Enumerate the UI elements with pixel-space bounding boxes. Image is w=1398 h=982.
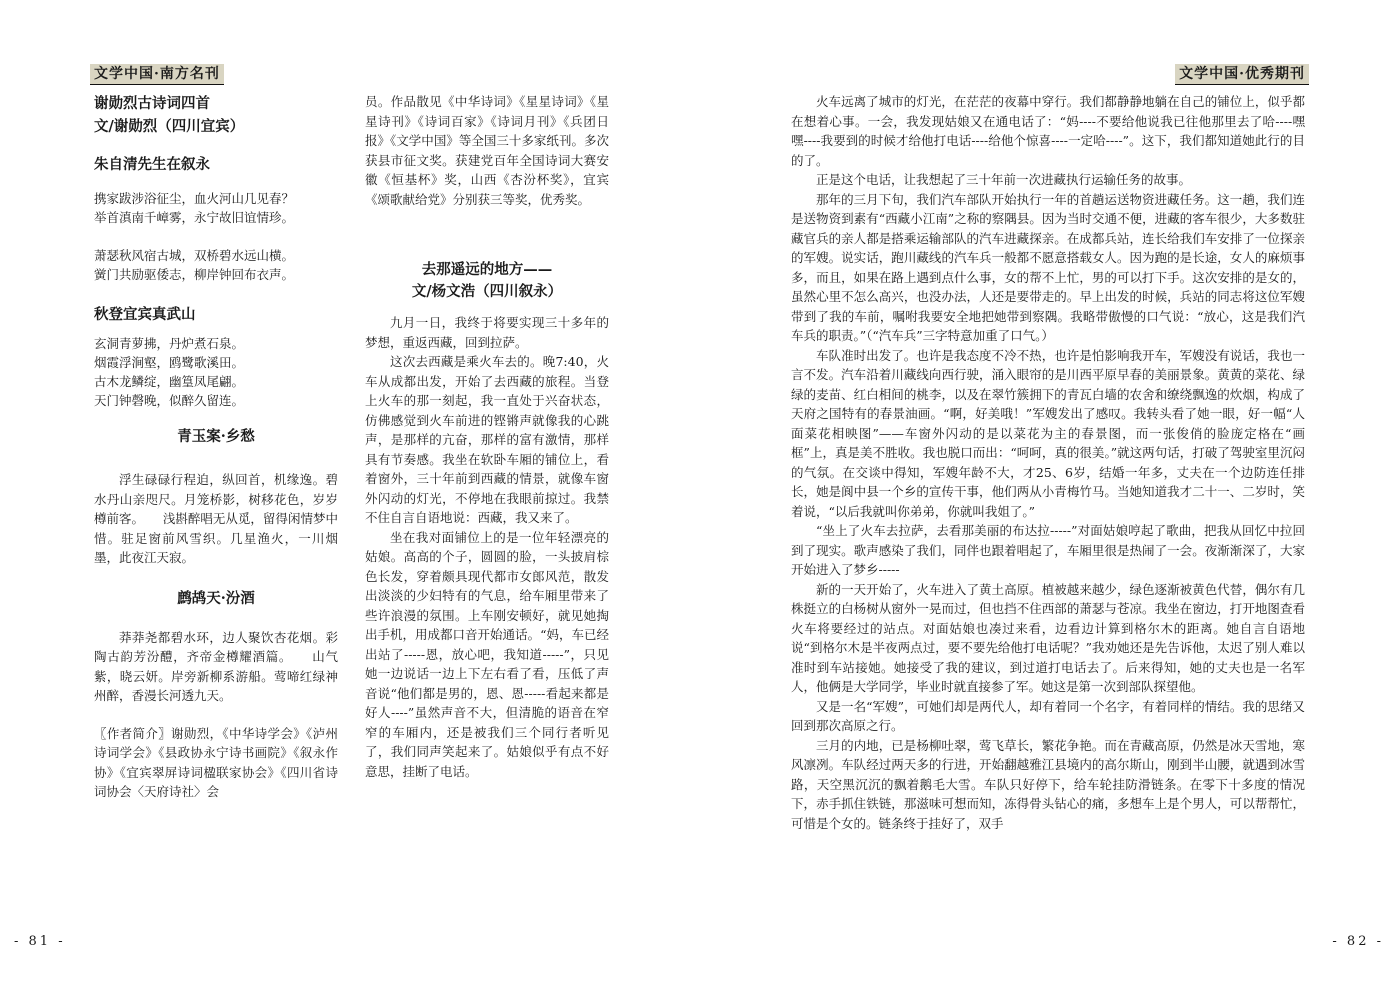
poem2-title: 秋登宜宾真武山 — [94, 305, 196, 323]
right-paragraph-6: 新的一天开始了，火车进入了黄土高原。植被越来越少，绿色逐渐被黄色代替，偶尔有几株挺立的白杨树从窗外一晃而过，但也挡不住西部的萧瑟与苍凉。我坐在窗边，打开地图查看火车将要经过的站点。对面姑娘也凑过来看，边看边计算到格尔木的距离。她自言自语地说“到格尔木是半夜两点过，要不要先给他打电话呢？”我劝她还是先告诉他，太迟了别人难以准时到车站接她。她接受了我的建议，到过道打电话去了。后来得知，她的丈夫也是一名军人，他俩是大学同学，毕业时就直接参了军。她这是第一次到部队探望他。 — [791, 581, 1305, 694]
right-paragraph-3: 那年的三月下旬，我们汽车部队开始执行一年的首趟运送物资进藏任务。这一趟，我们连是送物资到素有“西藏小江南”之称的察隅县。因为当时交通不便，进藏的客车很少，大多数驻藏官兵的亲人都是搭乘运输部队的汽车进藏探亲。在成都兵站，连长给我们车安排了一位探亲的军嫂。说实话，跑川藏线的汽车兵一般都不愿意搭载女人。因为跑的是长途，女人的麻烦事多，而且，如果在路上遇到点什么事，女的帮不上忙，男的可以打下手。这次安排的是女的，虽然心里不怎么高兴，也没办法，人还是要带走的。早上出发的时候，兵站的同志将这位军嫂带到了我的车前，嘱咐我要安全地把她带到察隅。我略带傲慢的口气说：“放心，这是我们汽车兵的职责。”（“汽车兵”三字特意加重了口气。） — [791, 191, 1305, 343]
left-header: 文学中国·南方名刊 — [90, 64, 224, 85]
right-page — [699, 0, 1398, 982]
poem2-line2: 烟霞浮涧壑，鸥鹭歌溪田。 — [94, 355, 245, 370]
poem1-line4: 黉门共励驱倭志，柳岸钟回布衣声。 — [94, 266, 295, 282]
right-page-number: - 82 - — [1332, 934, 1384, 949]
poem3-title: 青玉案·乡愁 — [177, 428, 255, 445]
right-paragraph-1: 火车远离了城市的灯光，在茫茫的夜幕中穿行。我们都静静地躺在自己的铺位上，似乎都在想着心事。一会，我发现姑娘又在通电话了：“妈----不要给他说我已往他那里去了哈----嘿嘿----我要到的时候才给他打电话----给他个惊喜----一定哈----”。这下，我们都知道她此行的目的了。 — [791, 94, 1305, 168]
story-paragraph-1: 九月一日，我终于将要实现三十多年的梦想，重返西藏，回到拉萨。 — [365, 315, 609, 350]
poem1-line3: 萧瑟秋风宿古城，双桥碧水远山横。 — [94, 247, 295, 263]
right-paragraph-5: “坐上了火车去拉萨，去看那美丽的布达拉-----”对面姑娘哼起了歌曲，把我从回忆中拉回到了现实。歌声感染了我们，同伴也跟着唱起了，车厢里很是热闹了一会。夜渐渐深了，大家开始进入了梦乡----- — [791, 523, 1305, 577]
right-column — [791, 92, 1305, 833]
author-bio-part1: 〖作者简介〗谢勋烈，《中华诗学会》《泸州诗词学会》《县政协永宁诗书画院》《叙永作协》《宜宾翠屏诗词楹联家协会》《四川省诗词协会〈天府诗社〉会 — [94, 725, 338, 799]
poem3-body: 浮生碌碌行程迫，纵回首，机缘逸。碧水丹山亲咫尺。月笼桥影，树移花色，岁岁樽前客。 浅斟醉唱无从觅，留得闲情梦中惜。驻足窗前风雪织。几星渔火，一川烟墨，此夜江天寂。 — [94, 472, 338, 565]
right-paragraph-2: 正是这个电话，让我想起了三十年前一次进藏执行运输任务的故事。 — [816, 172, 1192, 187]
author-bio-part2: 员。作品散见《中华诗词》《星星诗词》《星星诗刊》《诗词百家》《诗词月刊》《兵团日报》《文学中国》等全国三十多家纸刊。多次获县市征文奖。获建党百年全国诗词大赛安徽《恒基杯》奖，山西《杏汾杯奖》，宜宾《颂歌献给党》分别获三等奖，优秀奖。 — [365, 94, 609, 207]
poem2-line1: 玄洞青萝拂，丹炉煮石泉。 — [94, 336, 245, 351]
story-title: 去那遥远的地方—— — [421, 261, 553, 278]
right-header: 文学中国·优秀期刊 — [1175, 64, 1309, 85]
poem1-line2: 举首滇南千嶂雾，永宁故旧谊情珍。 — [94, 209, 295, 225]
right-paragraph-8: 三月的内地，已是杨柳吐翠，莺飞草长，繁花争艳。而在青藏高原，仍然是冰天雪地，寒风凛冽。车队经过两天多的行进，开始翻越雅江县境内的高尔斯山，刚到半山腰，就遇到冰雪路，天空黑沉沉的飘着鹅毛大雪。车队只好停下，给车轮挂防滑链条。在零下十多度的情况下，赤手抓住铁链，那滋味可想而知，冻得骨头钻心的痛，多想车上是个男人，可以帮帮忙，可惜是个女的。链条终于挂好了，双手 — [791, 737, 1305, 831]
poem1-line1: 携家跋涉浴征尘，血火河山几见春？ — [94, 190, 295, 206]
right-paragraph-7: 又是一名“军嫂”，可她们却是两代人，却有着同一个名字，有着同样的情结。我的思绪又回到那次高原之行。 — [791, 698, 1305, 733]
left-page-number: - 81 - — [14, 934, 66, 949]
poem1-title: 朱自清先生在叙永 — [94, 156, 210, 173]
poem-collection-title: 谢勋烈古诗词四首 — [94, 95, 210, 112]
story-paragraph-3: 坐在我对面铺位上的是一位年轻漂亮的姑娘。高高的个子，圆圆的脸，一头披肩棕色长发，穿着颇具现代都市女郎风范，散发出淡淡的少妇特有的气息，给车厢里带来了些许浪漫的氛围。上车刚安顿好，就见她掏出手机，用成都口音开始通话。“妈，车已经出站了-----恩，放心吧，我知道-----”，只见她一边说话一边上下左右看了看，压低了声音说“他们都是男的，恩、恩-----看起来都是好人----”虽然声音不大，但清脆的语音在窄窄的车厢内，还是被我们三个同行者听见了，我们同声笑起来了。姑娘似乎有点不好意思，挂断了电话。 — [365, 529, 609, 779]
left-column-1 — [94, 92, 338, 802]
poem4-title: 鹧鸪天·汾酒 — [177, 589, 255, 607]
story-paragraph-2: 这次去西藏是乘火车去的。晚7:40，火车从成都出发，开始了去西藏的旅程。当登上火车的那一刻起，我一直处于兴奋状态，仿佛感觉到火车前进的铿锵声就像我的心跳声，是那样的亢奋，那样的富有激情，那样具有节奏感。我坐在软卧车厢的铺位上，看着窗外，三十年前到西藏的情景，就像车窗外闪动的灯光，不停地在我眼前掠过。我禁不住自言自语地说：西藏，我又来了。 — [365, 354, 609, 525]
poem-collection-author: 文/谢勋烈（四川宜宾） — [94, 118, 245, 135]
poem2-line4: 天门钟磬晚，似醉久留连。 — [94, 393, 245, 408]
story-author: 文/杨文浩（四川叙永） — [411, 283, 563, 300]
left-column-2 — [365, 92, 609, 781]
poem4-body: 莽莽尧都碧水环，边人聚饮杏花烟。彩陶古韵芳汾醴，齐帝金樽耀酒篇。 山气紫，晓云妍。岸旁新柳系游船。莺啼红绿神州醉，香漫长河透九天。 — [94, 629, 338, 703]
right-paragraph-4: 车队准时出发了。也许是我态度不冷不热，也许是怕影响我开车，军嫂没有说话，我也一言不发。汽车沿着川藏线向西行驶，涌入眼帘的是川西平原早春的美丽景象。黄黄的菜花、绿绿的麦苗、红白相间的桃李，以及在翠竹簇拥下的青瓦白墙的农舍和缭绕飘逸的炊烟，构成了天府之国特有的春景油画。“啊，好美哦！”军嫂发出了感叹。我转头看了她一眼，好一幅“人面菜花相映图”——车窗外闪动的是以菜花为主的春景图，而一张俊俏的脸庞定格在“画框”上，真是美不胜收。我也脱口而出：“呵呵，真的很美。”就这两句话，打破了驾驶室里沉闷的气氛。在交谈中得知，军嫂年龄不大，才25、6岁，结婚一年多，丈夫在一个边防连任排长，她是阆中县一个乡的宣传干事，他们两从小青梅竹马。当她知道我才二十一、二岁时，笑着说，“以后我就叫你弟弟，你就叫我姐了。” — [791, 347, 1305, 519]
poem2-line3: 古木龙鳞绽，幽篁凤尾翩。 — [94, 374, 245, 389]
